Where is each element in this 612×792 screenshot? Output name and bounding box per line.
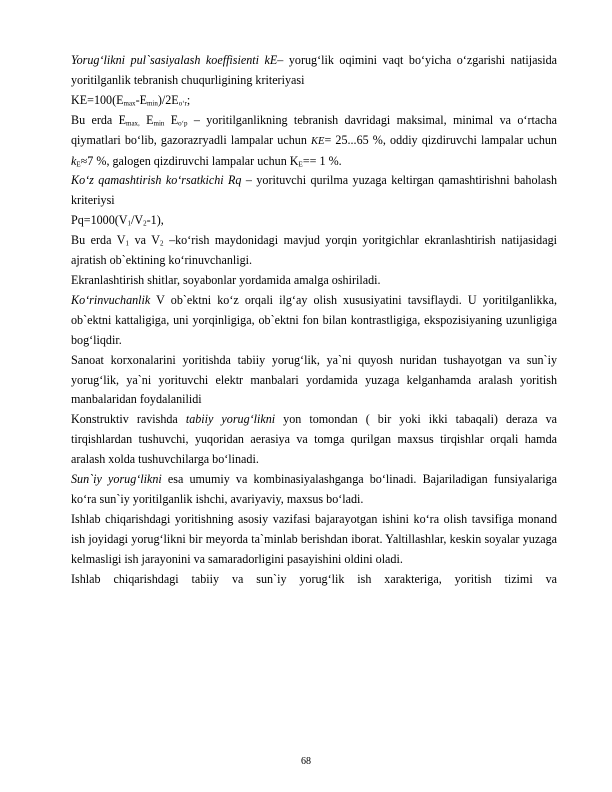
paragraph-continued: Ishlab chiqarishdagi tabiiy va sun`iy yorug‘lik ish xarakteriga, yoritish tizimi va xyxy=(71,571,557,586)
term-visibility: Ko‘rinvuchanlik xyxy=(71,292,151,307)
paragraph-industrial-lighting: Sanoat korxonalarini yoritishda tabiiy yorug‘lik, ya`ni quyosh nuridan tushayotgan va sun`iy yorug‘lik, ya`ni yorituvchi elektr manbalari yordamida yuzaga kelganhamda aralash yoritish manbalaridan foydalanilidi xyxy=(71,352,557,407)
document-body xyxy=(71,51,557,589)
paragraph-pulsation-coefficient xyxy=(71,51,557,91)
pulsation-definition: – yorug‘lik oqimini vaqt bo‘yicha o‘zgarishi natijasida yoritilganlik tebranish chuqurligining kriteriyasi xyxy=(71,53,557,87)
paragraph-glare-index: Ko‘z qamashtirish ko‘rsatkichi Rq – yorituvchi qurilma yuzaga keltirgan qamashtirishni baholash kriteriysi xyxy=(71,173,557,208)
formula-ke: $KE=100(E_{max}-E_{min})/2E_{o‘r}$; xyxy=(71,92,191,108)
paragraph-visibility: Ko‘rinvuchanlik V ob`ektni ko‘z orqali ilg‘ay olish xususiyatini tavsiflaydi. U yoritilganlikka, ob`ektni kattaligiga, uni yorqinligiga, ob`ektni fon bilan kontrastligiga, ekspozisiyaning uzunligiga bog‘liqdir. xyxy=(71,292,557,347)
term-natural-light: tabiiy yorug‘likni xyxy=(185,412,276,427)
paragraph-lighting-task: Ishlab chiqarishdagi yoritishning asosiy vazifasi bajarayotgan ishini ko‘ra olish tavsifiga monand ish joyidagi yorug‘likni bir meyorda ta`minlab berishdan iborat. Yaltillashlar, keskin soyalar yuzaga kelmasligi ish jarayonini va samaradorligini pasayishini oldini oladi. xyxy=(71,511,557,566)
paragraph-natural-light: Konstruktiv ravishda tabiiy yorug‘likni yon tomondan ( bir yoki ikki tabaqali) deraza va tirqishlardan tushuvchi, yuqoridan aerasiya va tomga qurilgan maxsus tirqishlar orqali hamda aralash xolda tushuvchilarga bo‘linadi. xyxy=(71,412,557,467)
paragraph-visibility-explanation: Bu erda $V_1$ va $V_2$ –ko‘rish maydonidagi mavjud yorqin yoritgichlar ekranlashtirish natijasidagi ajratish ob`ektining ko‘rinuvchanligi. xyxy=(71,233,557,268)
term-glare-index: Ko‘z qamashtirish ko‘rsatkichi Rq xyxy=(71,173,242,188)
paragraph-artificial-light: Sun`iy yorug‘likni esa umumiy va kombinasiyalashganga bo‘linadi. Bajariladigan funsiyalariga ko‘ra sun`iy yoritilganlik ishchi, avariyaviy, maxsus bo‘ladi. xyxy=(71,472,557,506)
term-pulsation-coefficient: Yorug‘likni pul`sasiyalash koeffisienti kE xyxy=(71,53,278,67)
term-artificial-light: Sun`iy yorug‘likni xyxy=(71,472,162,487)
paragraph-screening: Ekranlashtirish shitlar, soyabonlar yordamida amalga oshiriladi. xyxy=(71,272,381,287)
paragraph-ke-explanation: Bu erda $E_{max,}$ $E_{min}$ $E_{o‘p}$ – yoritilganlikning tebranish davridagi maksimal, minimal va o‘rtacha qiymatlari bo‘lib, gazorazryadli lampalar uchun KE= 25...65 %, oddiy qizdiruvchi lampalar uchun $k_E\approx 7$ %, galogen qizdiruvchi lampalar uchun $K_E== 1$ %. xyxy=(71,112,557,169)
page-number: 68 xyxy=(301,756,311,767)
formula-pq: $Pq=1000(V_1/V_2-1)$, xyxy=(71,213,164,228)
